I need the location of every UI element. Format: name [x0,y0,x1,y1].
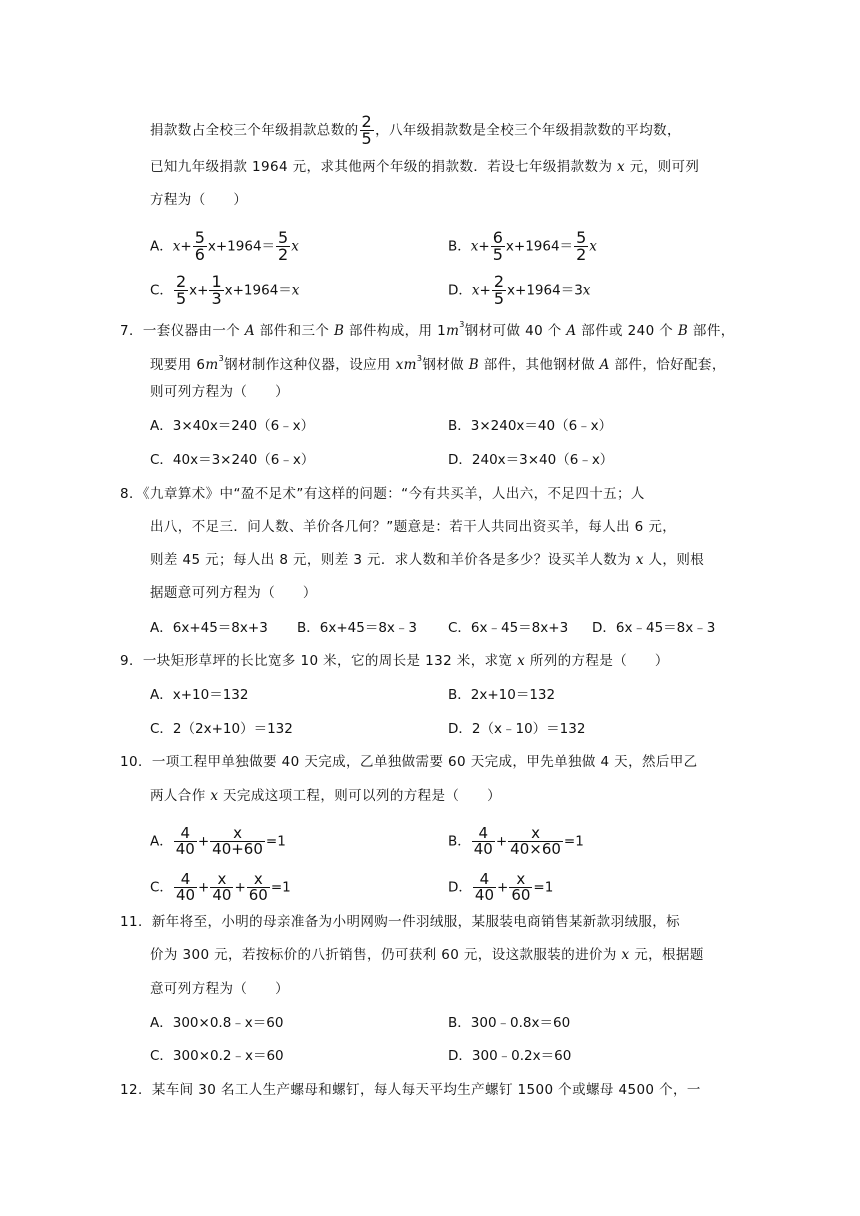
q10-line-2: 两人合作 x 天完成这项工程，则可以列的方程是（ ） [150,788,502,804]
fraction: $\frac{x}{60}$ [511,870,531,904]
fraction: $\frac{x}{40\times 60}$ [510,824,561,858]
q11-option-c[interactable]: C．300×0.2﹣x＝60 [150,1048,284,1064]
q10-line-1: 10．一项工程甲单独做要 40 天完成，乙单独做需要 60 天完成，甲先单独做 4 天，然后甲乙 [120,754,698,770]
q7-option-a[interactable]: A．3×40x＝240（6﹣x） [150,418,315,434]
fraction: $\frac{5}{2}$ [278,228,289,264]
q8-option-a[interactable]: A．6x+45＝8x+3 [150,620,268,636]
q7-option-c[interactable]: C．40x＝3×240（6﹣x） [150,452,315,468]
q9-option-b[interactable]: B．2x+10＝132 [448,687,556,703]
q6-option-d[interactable]: D．x+ $\frac{2}{5}$ x+1964＝3x [448,272,591,308]
q8-option-b[interactable]: B．6x+45＝8x﹣3 [297,620,417,636]
q8-line-2: 出八，不足三．问人数、羊价各几何？”题意是：若干人共同出资买羊，每人出 6 元， [150,519,677,535]
q11-line-3: 意可列方程为（ ） [150,981,289,997]
q8-line-3: 则差 45 元；每人出 8 元，则差 3 元．求人数和羊价各是多少？设买羊人数为 x 人，则根 [150,552,705,568]
fraction: $\frac{1}{3}$ [211,272,222,308]
fraction: $\frac{x}{40}$ [212,870,232,904]
q12-line-1: 12．某车间 30 名工人生产螺母和螺钉，每人每天平均生产螺钉 1500 个或螺母 4500 个，一 [120,1082,701,1098]
q10-option-d[interactable]: D． $\frac{4}{40}$ + $\frac{x}{60}$ =1 [448,870,554,904]
q9-option-d[interactable]: D．2（x﹣10）＝132 [448,721,586,737]
q9-option-a[interactable]: A．x+10＝132 [150,687,249,703]
fraction: $\frac{x}{40+60}$ [212,824,263,858]
fraction: $\frac{5}{6}$ [194,228,205,264]
q7-option-b[interactable]: B．3×240x＝40（6﹣x） [448,418,613,434]
q7-line-1: 7．一套仪器由一个 A 部件和三个 B 部件构成，用 $1m^3$钢材可做 40 个 A 部件或 240 个 B 部件， [120,320,735,339]
fraction: $\frac{2}{5}$ [175,272,187,308]
q6-line-1: 捐款数占全校三个年级捐款总数的 $\frac{2}{5}$ ，八年级捐款数是全校三个年级捐款数的平均数， [150,112,681,148]
q11-line-2: 价为 300 元，若按标价的八折销售，仍可获利 60 元，设这款服装的进价为 x 元，根据题 [150,947,704,963]
q11-option-a[interactable]: A．300×0.8﹣x＝60 [150,1015,284,1031]
fraction: $\frac{x}{60}$ [248,870,268,904]
q9-option-c[interactable]: C．2（2x+10）＝132 [150,721,293,737]
fraction: $\frac{4}{40}$ [175,870,196,904]
fraction: $\frac{4}{40}$ [473,824,493,858]
fraction: $\frac{4}{40}$ [175,824,195,858]
q7-option-d[interactable]: D．240x＝3×40（6﹣x） [448,452,614,468]
q6-line-2: 已知九年级捐款 1964 元，求其他两个年级的捐款数．若设七年级捐款数为 x 元，则可列 [150,159,700,175]
fraction: $\frac{2}{5}$ [361,112,373,148]
q10-option-b[interactable]: B． $\frac{4}{40}$ + $\frac{x}{40\times 60}$ =1 [448,824,584,858]
q6-option-a[interactable]: A．x+ $\frac{5}{6}$ x+1964＝ $\frac{5}{2}$ x [150,228,299,264]
fraction: $\frac{4}{40}$ [474,870,494,904]
q8-option-d[interactable]: D．6x﹣45＝8x﹣3 [592,620,716,636]
q9-line-1: 9．一块矩形草坪的长比宽多 10 米，它的周长是 132 米，求宽 x 所列的方程是（ ） [120,653,669,669]
q11-line-1: 11．新年将至，小明的母亲准备为小明网购一件羽绒服，某服装电商销售某新款羽绒服，标 [120,914,681,930]
q11-option-b[interactable]: B．300﹣0.8x＝60 [448,1015,571,1031]
q7-line-2: 现要用 $6m^3$钢材制作这种仪器，设应用 $xm^3$钢材做 B 部件，其他钢材做 A 部件，恰好配套， [150,354,726,373]
q8-line-4: 据题意可列方程为（ ） [150,585,317,601]
q10-option-c[interactable]: C． $\frac{4}{40}$ + $\frac{x}{40}$ + $\frac{x}{60}$ =1 [150,870,291,904]
fraction: $\frac{2}{5}$ [493,272,505,308]
q6-option-b[interactable]: B．x+ $\frac{6}{5}$ x+1964＝ $\frac{5}{2}$ x [448,228,597,264]
q8-line-1: 8．《九章算术》中“盈不足术”有这样的问题：“今有共买羊，人出六，不足四十五；人 [120,486,645,502]
fraction: $\frac{6}{5}$ [492,228,503,264]
q8-option-c[interactable]: C．6x﹣45＝8x+3 [448,620,569,636]
fraction: $\frac{5}{2}$ [576,228,587,264]
q10-option-a[interactable]: A． $\frac{4}{40}$ + $\frac{x}{40+60}$ =1 [150,824,286,858]
q6-option-c[interactable]: C． $\frac{2}{5}$ x+ $\frac{1}{3}$ x+1964＝x [150,272,300,308]
q6-line-3: 方程为（ ） [150,192,248,208]
q11-option-d[interactable]: D．300﹣0.2x＝60 [448,1048,572,1064]
q7-line-3: 则可列方程为（ ） [150,384,289,400]
